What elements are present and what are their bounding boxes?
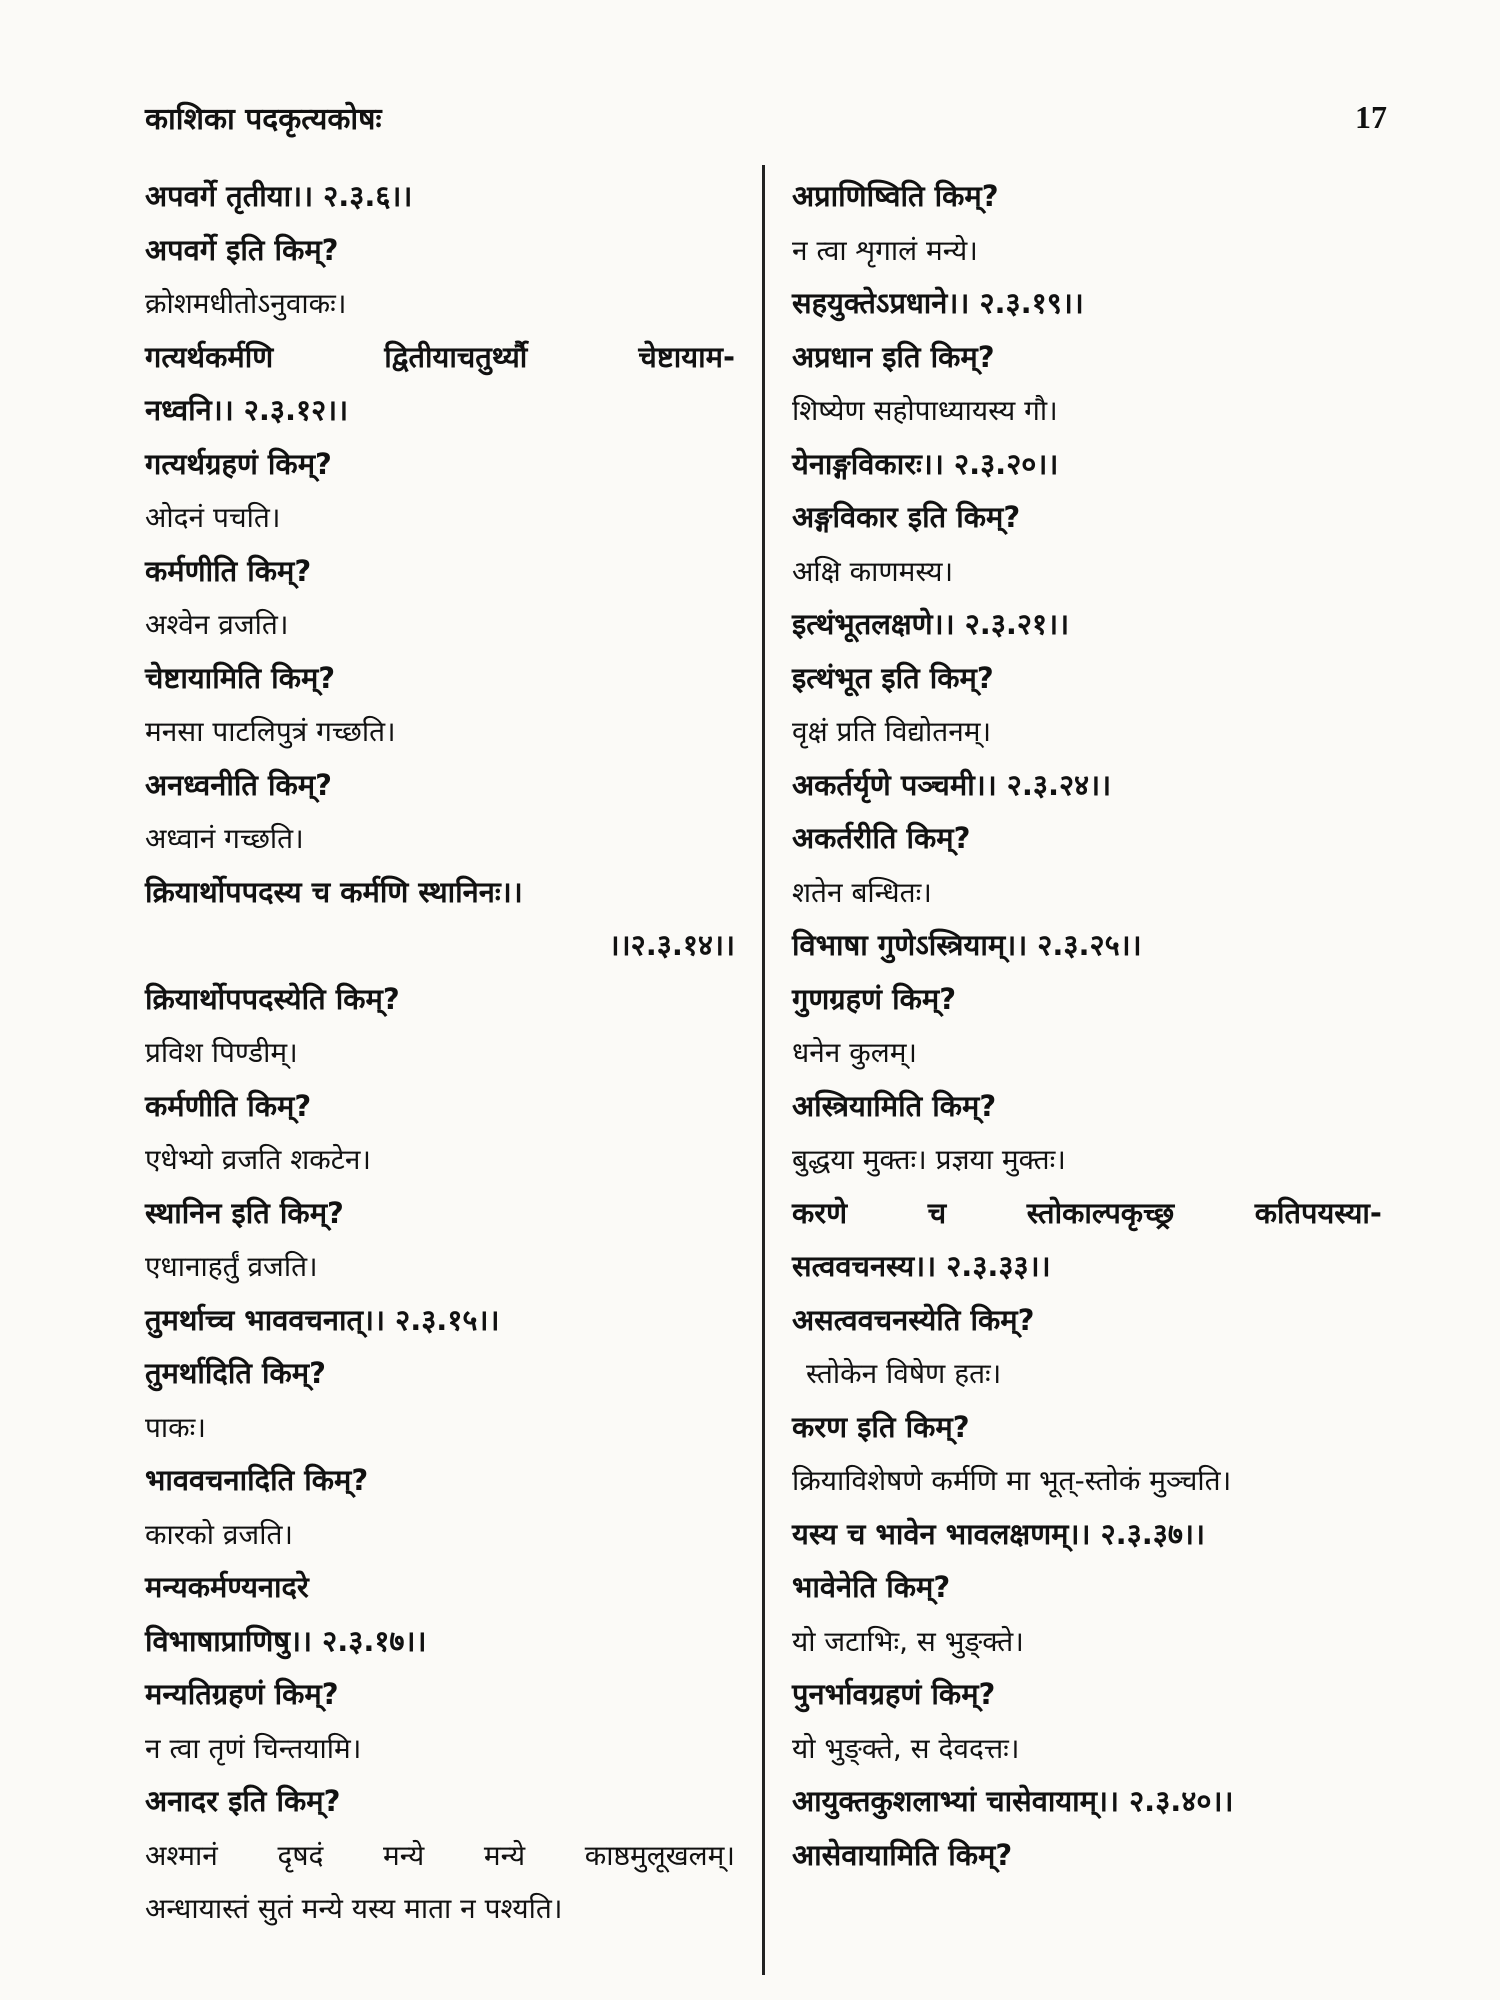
sutra-line: मन्यकर्मण्यनादरे [145,1570,309,1604]
word: कतिपयस्या- [1254,1195,1382,1230]
sutra-line: विभाषाप्राणिषु।। २.३.१७।। [145,1623,427,1658]
word: चेष्टायाम- [638,339,735,374]
sutra-line: अकर्तरीति किम्? [792,821,971,855]
page-header [145,92,1395,142]
word: द्वितीयाचतुर्थ्यौ [384,339,528,374]
sutra-line: कर्मणीति किम्? [145,553,312,588]
example-line: अध्वानं गच्छति। [145,822,304,855]
sutra-line: कर्मणीति किम्? [145,1088,312,1123]
sutra-line [792,1187,1382,1241]
right-column [792,170,1382,1882]
example-line: एधानाहर्तुं व्रजति। [145,1250,318,1283]
example-line: स्तोकेन विषेण हतः। [806,1357,1002,1390]
example-line: पाकः। [145,1410,206,1444]
example-line [145,1829,735,1883]
example-line: न त्वा शृगालं मन्ये। [792,233,978,267]
example-line: कारको व्रजति। [145,1517,294,1551]
example-line: शिष्येण सहोपाध्यायस्य गौ। [792,394,1058,427]
sutra-line: इत्थंभूत इति किम्? [792,660,994,695]
page-number: 17 [1355,98,1387,135]
sutra-line: यस्य च भावेन भावलक्षणम्।। २.३.३७।। [792,1516,1205,1551]
sutra-line: गत्यर्थग्रहणं किम्? [145,446,332,481]
sutra-line: अप्रधान इति किम्? [792,339,995,374]
sutra-line: भावेनेति किम्? [792,1570,951,1604]
sutra-line: आयुक्तकुशलाभ्यां चासेवायाम्।। २.३.४०।। [792,1784,1234,1818]
sutra-line: करण इति किम्? [792,1409,970,1444]
word: मन्ये [483,1838,526,1872]
example-line: क्रोशमधीतोऽनुवाकः। [145,287,347,320]
example-line: अन्धायास्तं सुतं मन्ये यस्य माता न पश्यति। [145,1892,563,1925]
sutra-line: अनध्वनीति किम्? [145,767,332,802]
sutra-line: अपवर्गे तृतीया।। २.३.६।। [145,179,413,213]
sutra-line: मन्यतिग्रहणं किम्? [145,1677,339,1711]
example-line: वृक्षं प्रति विद्योतनम्। [792,715,992,748]
sutra-line: अङ्गविकार इति किम्? [792,500,1021,534]
example-line: प्रविश पिण्डीम्। [145,1036,298,1069]
sutra-line: ।।२.३.१४।। [608,928,735,962]
sutra-line: विभाषा गुणेऽस्त्रियाम्।। २.३.२५।। [792,928,1142,962]
example-line: यो जटाभिः, स भुङ्क्ते। [792,1624,1024,1658]
sutra-line: येनाङ्गविकारः।। २.३.२०।। [792,446,1059,481]
word: करणे [792,1195,848,1230]
example-line: धनेन कुलम्। [792,1036,918,1069]
sutra-line: क्रियार्थोपपदस्य च कर्मणि स्थानिनः।। [145,874,523,909]
example-line: न त्वा तृणं चिन्तयामि। [145,1731,362,1765]
word: गत्यर्थकर्मणि [145,339,274,374]
sutra-line: सहयुक्तेऽप्रधाने।। २.३.१९।। [792,286,1084,320]
word: च [927,1195,947,1230]
running-title: काशिका पदकृत्यकोषः [145,101,382,137]
sutra-line: अकर्तर्यृणे पञ्चमी।। २.३.२४।। [792,767,1112,802]
example-line: शतेन बन्धितः। [792,875,932,909]
example-line: ओदनं पचति। [145,501,281,534]
left-column [145,170,735,1936]
word: मन्ये [383,1838,425,1872]
column-divider [762,165,765,1975]
sutra-line: क्रियार्थोपपदस्येति किम्? [145,981,400,1016]
example-line: यो भुङ्क्ते, स देवदत्तः। [792,1731,1020,1765]
sutra-line: तुमर्थाच्च भाववचनात्।। २.३.१५।। [145,1302,500,1337]
sutra-line: आसेवायामिति किम्? [792,1837,1013,1872]
sutra-line: असत्ववचनस्येति किम्? [792,1302,1035,1337]
sutra-line [145,331,735,385]
example-line: अक्षि काणमस्य। [792,554,954,588]
sutra-line: अप्राणिष्विति किम्? [792,179,999,213]
word: अश्मानं [145,1838,218,1872]
word: काष्ठमुलूखलम्। [584,1838,735,1872]
sutra-line: पुनर्भावग्रहणं किम्? [792,1677,996,1711]
sutra-line: अस्त्रियामिति किम्? [792,1088,997,1123]
example-line: बुद्धया मुक्तः। प्रज्ञया मुक्तः। [792,1143,1066,1176]
sutra-line: सत्ववचनस्य।। २.३.३३।। [792,1249,1051,1283]
sutra-line: भाववचनादिति किम्? [145,1463,369,1497]
sutra-line: अपवर्गे इति किम्? [145,232,339,267]
sutra-line: तुमर्थादिति किम्? [145,1356,326,1390]
sutra-line: इत्थंभूतलक्षणे।। २.३.२१।। [792,607,1070,641]
sutra-line: गुणग्रहणं किम्? [792,981,957,1016]
word: स्तोकाल्पकृच्छ्र [1026,1195,1175,1230]
sutra-line: स्थानिन इति किम्? [145,1195,344,1230]
sutra-line: अनादर इति किम्? [145,1784,341,1818]
example-line: मनसा पाटलिपुत्रं गच्छति। [145,715,396,748]
example-line: एधेभ्यो व्रजति शकटेन। [145,1143,372,1176]
example-line: क्रियाविशेषणे कर्मणि मा भूत्-स्तोकं मुञ्चति। [792,1464,1232,1497]
example-line: अश्वेन व्रजति। [145,608,289,641]
sutra-line: चेष्टायामिति किम्? [145,660,336,695]
word: दृषदं [277,1838,324,1872]
sutra-line: नध्वनि।। २.३.१२।। [145,393,349,427]
